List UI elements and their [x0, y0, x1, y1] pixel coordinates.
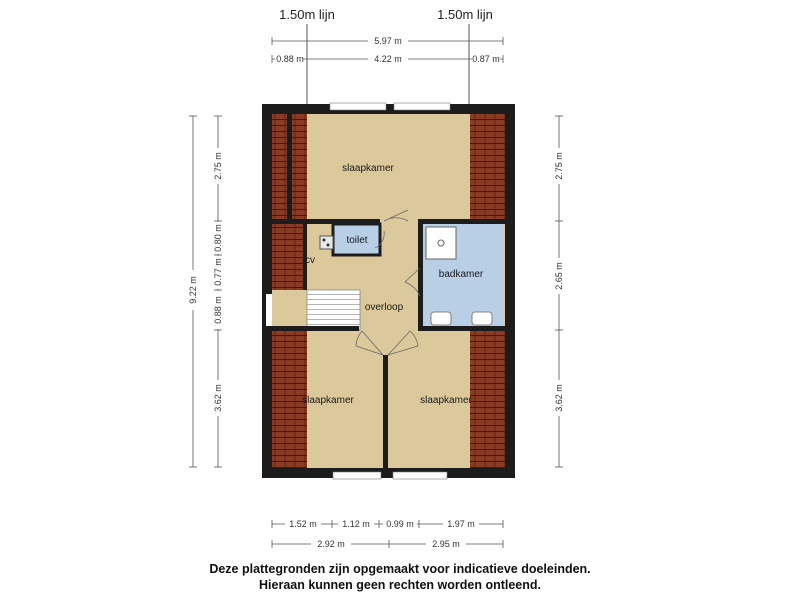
- disclaimer-line-1: Deze plattegronden zijn opgemaakt voor indicatieve doeleinden.: [209, 562, 591, 576]
- bottom-dimensions: [272, 518, 503, 549]
- disclaimer: [0, 561, 800, 593]
- room-label-toilet: toilet: [346, 235, 368, 246]
- left-dimensions: [187, 116, 224, 467]
- bottom-dim-4: 1.97 m: [447, 519, 475, 529]
- right-dim-3: 3.62 m: [554, 384, 564, 412]
- middle-width-label: 4.22 m: [374, 54, 402, 64]
- roof-slope-bottom-right: [470, 330, 505, 468]
- left-dim-5: 3.62 m: [213, 384, 223, 412]
- bottom-dim-1: 1.52 m: [289, 519, 317, 529]
- room-label-bedroom-bottom-left: slaapkamer: [302, 395, 354, 406]
- window-bottom-right: [393, 472, 447, 479]
- room-label-bathroom: badkamer: [438, 269, 484, 280]
- bottom-dim-6: 2.95 m: [432, 539, 460, 549]
- left-margin-label: 0.88 m: [276, 54, 304, 64]
- lijn-left-label: 1.50m lijn: [279, 7, 335, 22]
- room-label-bedroom-top: slaapkamer: [342, 163, 394, 174]
- room-label-bedroom-bottom-right: slaapkamer: [420, 395, 472, 406]
- right-dim-2: 2.65 m: [554, 262, 564, 290]
- bottom-dim-3: 0.99 m: [386, 519, 414, 529]
- top-dimensions: [272, 7, 503, 104]
- roof-slope-top-right: [470, 114, 505, 221]
- total-width-label: 5.97 m: [374, 36, 402, 46]
- floor-plan-drawing: [262, 103, 515, 479]
- window-top-right: [394, 103, 450, 110]
- bottom-dim-2: 1.12 m: [342, 519, 370, 529]
- lijn-right-label: 1.50m lijn: [437, 7, 493, 22]
- disclaimer-line-2: Hieraan kunnen geen rechten worden ontleend.: [259, 578, 541, 592]
- left-dim-4: 0.88 m: [213, 296, 223, 324]
- shower-tray: [426, 227, 456, 259]
- cv-unit: [320, 236, 333, 249]
- room-label-cv: cv: [305, 255, 315, 266]
- sink-right: [472, 312, 492, 325]
- room-label-landing: overloop: [364, 302, 404, 313]
- total-height-label: 9.22 m: [188, 276, 198, 304]
- right-dim-1: 2.75 m: [554, 152, 564, 180]
- staircase: [307, 290, 360, 330]
- right-margin-label: 0.87 m: [472, 54, 500, 64]
- window-bottom-left: [333, 472, 381, 479]
- bottom-dim-5: 2.92 m: [317, 539, 345, 549]
- left-dim-1: 2.75 m: [213, 152, 223, 180]
- window-top-left: [330, 103, 386, 110]
- side-window: [266, 294, 272, 326]
- left-dim-2: 0.80 m: [213, 224, 223, 252]
- roof-slope-cv: [272, 224, 307, 290]
- left-dim-3: 0.77 m: [213, 258, 223, 286]
- right-dimensions: [553, 116, 565, 467]
- sink-left: [431, 312, 451, 325]
